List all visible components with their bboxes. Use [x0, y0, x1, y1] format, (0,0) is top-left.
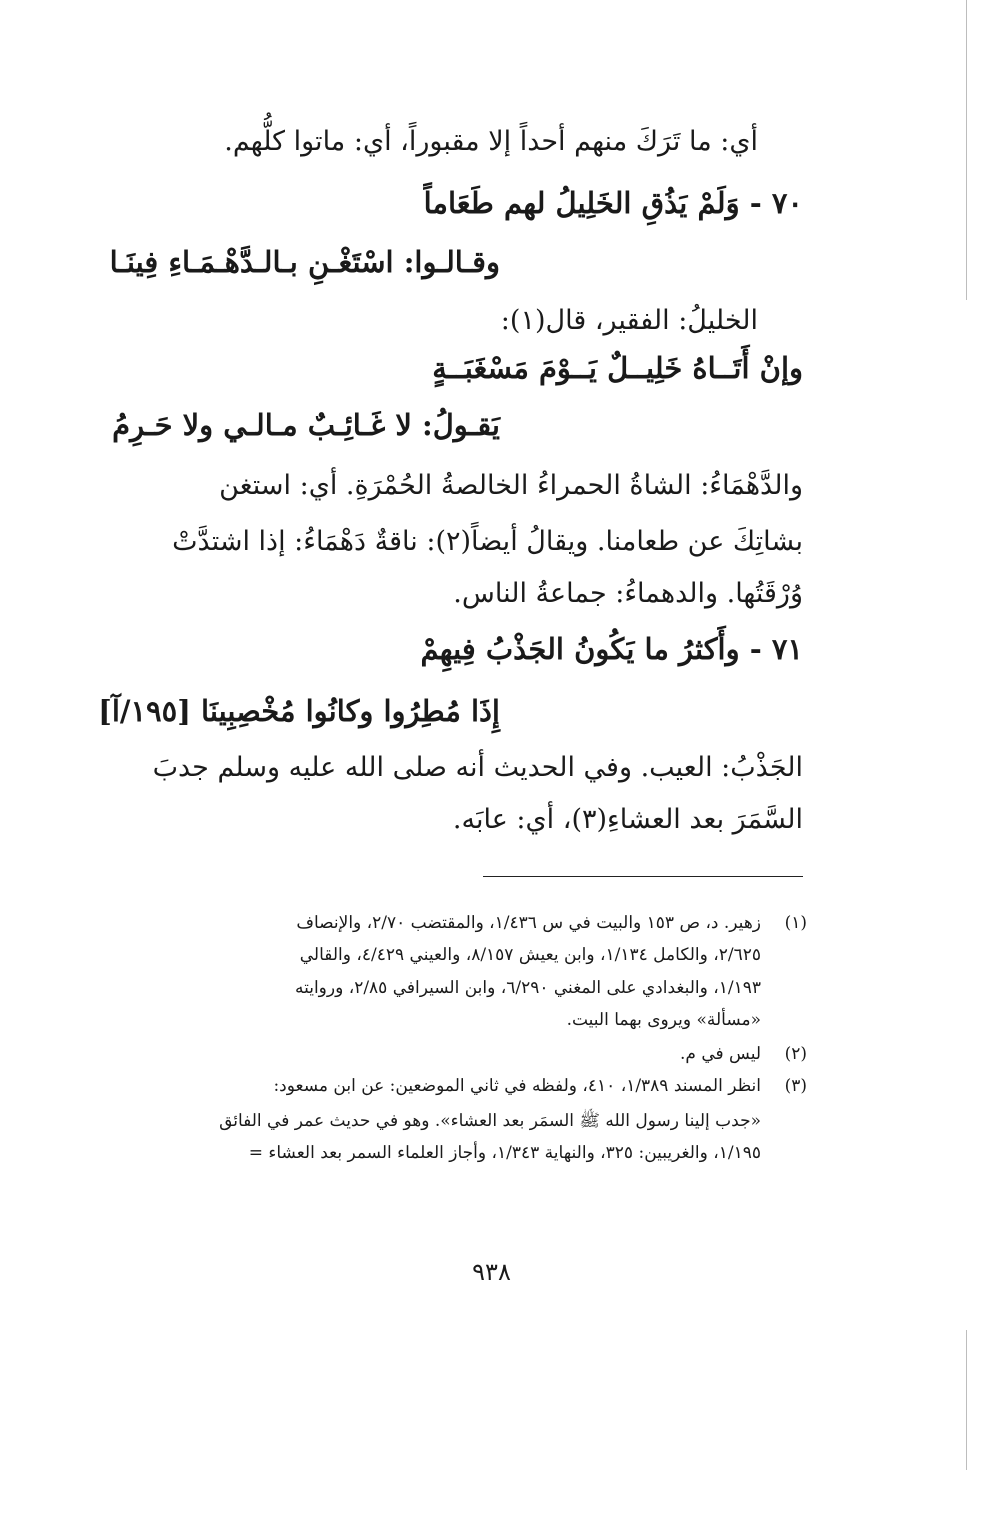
page-number: ٩٣٨: [472, 1258, 511, 1286]
text-line-khalil: الخليلُ: الفقير، قال(١):: [500, 305, 758, 336]
footnote-line: ٢/٦٢٥، والكامل ١/١٣٤، وابن يعيش ٨/١٥٧، والعيني ٤/٤٢٩، والقالي: [299, 945, 761, 965]
footnote-number: (٢): [784, 1044, 807, 1064]
footnote-line: زهير. د، ص ١٥٣ والبيت في س ١/٤٣٦، والمقتضب ٢/٧٠، والإنصاف: [296, 913, 761, 933]
footnote-number: (١): [784, 913, 807, 933]
footnote-line: انظر المسند ١/٣٨٩، ٤١٠، ولفظه في ثاني الموضعين: عن ابن مسعود:: [273, 1076, 761, 1096]
verse-71-second-hemistich: إِذَا مُطِرُوا وكانُوا مُخْصِبِينَا [١٩٥/آ]: [98, 694, 500, 728]
text-line-1: أي: ما تَرَكَ منهم أحداً إلا مقبوراً، أي: ماتوا كلُّهم.: [224, 126, 758, 157]
text-line-dahmaa-2: بشاتِكَ عن طعامنا. ويقالُ أيضاً(٢): ناقةٌ دَهْمَاءُ: إذا اشتدَّتْ: [172, 526, 803, 557]
footnote-line: «جدب إلينا رسول الله ﷺ السمَر بعد العشاء». وهو في حديث عمر في الفائق: [219, 1111, 761, 1131]
text-line-dahmaa-3: وُرْقَتُها. والدهماءُ: جماعةُ الناس.: [453, 578, 803, 609]
text-line-jadhb-2: السَّمَرَ بعد العشاءِ(٣)، أي: عابَه.: [452, 804, 803, 835]
footnote-line: ١/١٩٥، والغريبين: ٣٢٥، والنهاية ١/٣٤٣، وأجاز العلماء السمر بعد العشاء =: [248, 1143, 761, 1163]
footnote-separator: [483, 876, 803, 877]
verse-70-first-hemistich: ٧٠ - وَلَمْ يَذُقِ الخَلِيلُ لهم طَعَاماً: [423, 186, 803, 220]
verse-71-first-hemistich: ٧١ - وأَكثرُ ما يَكُونُ الجَذْبُ فِيهِمْ: [420, 632, 803, 666]
text-line-dahmaa-1: والدَّهْمَاءُ: الشاةُ الحمراءُ الخالصةُ الحُمْرَةِ. أي: استغن: [219, 470, 803, 501]
verse-70-second-hemistich: وقـالـوا: اسْتَغْـنِ بـالـدَّهْـمَـاءِ فِينَـا: [109, 245, 500, 279]
footnote-line: «مسألة» ويروى بهما البيت.: [566, 1010, 761, 1030]
quoted-verse-second-hemistich: يَقـولُ: لا غَـائِـبٌ مـالـي ولا حَـرِمُ: [112, 408, 500, 442]
text-line-jadhb-1: الجَذْبُ: العيب. وفي الحديث أنه صلى الله عليه وسلم جدبَ: [152, 752, 803, 783]
footnote-number: (٣): [784, 1076, 807, 1096]
quoted-verse-first-hemistich: وإنْ أَتَــاهُ خَلِيــلٌ يَــوْمَ مَسْغَبَــةٍ: [432, 351, 803, 385]
footnote-line: ليس في م.: [679, 1044, 761, 1064]
footnote-line: ١/١٩٣، والبغدادي على المغني ٦/٢٩٠، وابن السيرافي ٢/٨٥، وروايته: [294, 978, 761, 998]
